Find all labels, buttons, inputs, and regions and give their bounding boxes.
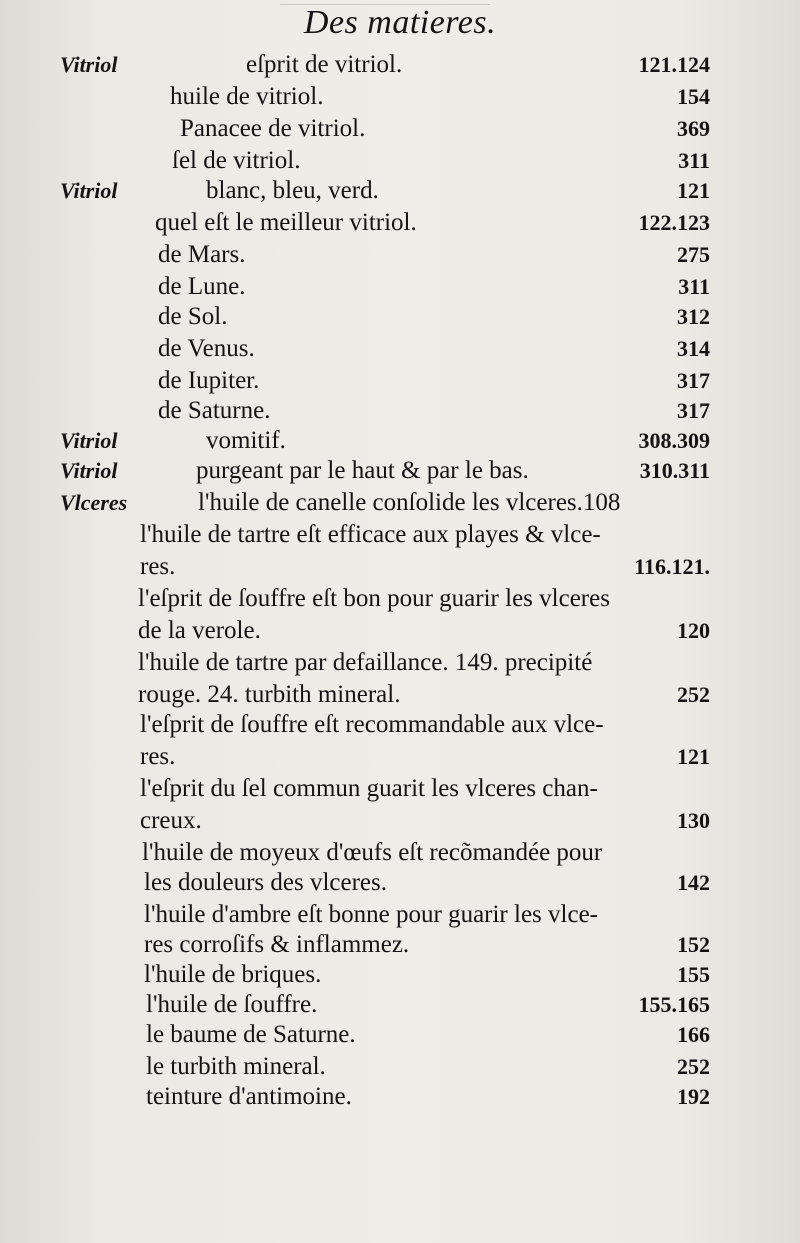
- index-entry: [0, 174, 800, 208]
- entry-text: le baume de Saturne.: [146, 1021, 356, 1048]
- entry-text: l'huile d'ambre eſt bonne pour guarir les vlce-: [144, 901, 598, 928]
- entry-page-number: 252: [677, 1054, 710, 1079]
- index-entry: [0, 48, 800, 82]
- entry-keyword: Vlceres: [60, 490, 128, 515]
- index-entry: [0, 928, 800, 962]
- entry-text: rouge. 24. turbith mineral.: [138, 681, 401, 708]
- entry-text: vomitif.: [206, 427, 286, 454]
- entry-page-number: 317: [677, 368, 710, 393]
- entry-text: l'huile de tartre par defaillance. 149. precipité: [138, 649, 593, 676]
- entry-page-number: 311: [678, 148, 710, 173]
- index-entry: [0, 550, 800, 584]
- entry-page-number: 166: [677, 1022, 710, 1047]
- entry-text: res.: [140, 743, 176, 770]
- entry-page-number: 252: [677, 682, 710, 707]
- entry-text: quel eſt le meilleur vitriol.: [155, 209, 417, 236]
- entry-text: de la verole.: [138, 617, 261, 644]
- index-entry: [0, 270, 800, 304]
- entry-text: l'huile de ſouffre.: [146, 991, 318, 1018]
- index-entry: [0, 804, 800, 838]
- entry-text: de Sol.: [158, 303, 228, 330]
- entry-text: l'eſprit du ſel commun guarit les vlceres chan-: [140, 775, 598, 802]
- index-entry: [0, 740, 800, 774]
- entry-text: les douleurs des vlceres.: [144, 869, 387, 896]
- index-entry: [0, 394, 800, 428]
- entry-text: blanc, bleu, verd.: [206, 177, 379, 204]
- entry-page-number: 275: [677, 242, 710, 267]
- entry-text: de Mars.: [158, 241, 246, 268]
- index-entry: [0, 486, 800, 520]
- entry-keyword: Vitriol: [60, 178, 118, 203]
- entry-text: eſprit de vitriol.: [246, 51, 403, 78]
- index-entry: [0, 958, 800, 992]
- index-entry: [0, 144, 800, 178]
- page-header: Des matieres.: [303, 4, 497, 41]
- entry-page-number: 120: [677, 618, 710, 643]
- entry-page-number: 310.311: [639, 458, 710, 483]
- entry-text: l'huile de tartre eſt efficace aux playes & vlce-: [140, 521, 601, 548]
- entry-keyword: Vitriol: [60, 428, 118, 453]
- entry-page-number: 152: [677, 932, 710, 957]
- entry-text: de Saturne.: [158, 397, 271, 424]
- entry-text: de Lune.: [158, 273, 246, 300]
- entry-text: teinture d'antimoine.: [146, 1083, 352, 1110]
- entry-text: res corroſifs & inflammez.: [144, 931, 410, 958]
- index-entry: [0, 112, 800, 146]
- entry-page-number: 121.124: [638, 52, 710, 77]
- index-entry: [0, 238, 800, 272]
- entry-page-number: 311: [678, 274, 710, 299]
- index-entry: [0, 708, 800, 742]
- index-entry: [0, 206, 800, 240]
- entry-text: de Iupiter.: [158, 367, 260, 394]
- index-entry: [0, 836, 800, 870]
- index-entry: [0, 300, 800, 334]
- entry-page-number: 192: [677, 1084, 710, 1109]
- index-entry: [0, 678, 800, 712]
- index-entry: [0, 772, 800, 806]
- index-entry: [0, 80, 800, 114]
- entry-text: le turbith mineral.: [146, 1053, 326, 1080]
- entry-page-number: 130: [677, 808, 710, 833]
- index-entry: [0, 866, 800, 900]
- index-entry: [0, 988, 800, 1022]
- index-entry: [0, 898, 800, 932]
- entry-page-number: 312: [677, 304, 710, 329]
- entry-page-number: 122.123: [638, 210, 710, 235]
- entry-page-number: 308.309: [638, 428, 710, 453]
- index-entry: [0, 1080, 800, 1114]
- entry-page-number: 142: [677, 870, 710, 895]
- index-entry: [0, 454, 800, 488]
- entry-text: l'huile de moyeux d'œufs eſt recõmandée pour: [142, 839, 603, 866]
- index-entry: [0, 518, 800, 552]
- entry-text: l'eſprit de ſouffre eſt bon pour guarir les vlceres: [138, 585, 610, 612]
- entry-text: de Venus.: [158, 335, 255, 362]
- entry-page-number: 155.165: [638, 992, 710, 1017]
- entry-text: res.: [140, 553, 176, 580]
- entry-page-number: 154: [677, 84, 710, 109]
- entry-keyword: Vitriol: [60, 458, 118, 483]
- entry-page-number: 116.121.: [634, 554, 710, 579]
- entry-page-number: 121: [677, 178, 710, 203]
- entry-keyword: Vitriol: [60, 52, 118, 77]
- index-entry: [0, 1050, 800, 1084]
- index-entry: [0, 582, 800, 616]
- entry-page-number: 121: [677, 744, 710, 769]
- index-entry: [0, 614, 800, 648]
- index-entry: [0, 424, 800, 458]
- entry-page-number: 314: [677, 336, 710, 361]
- entry-text: l'huile de canelle conſolide les vlceres.108: [198, 489, 621, 516]
- entry-text: l'huile de briques.: [144, 961, 322, 988]
- entry-text: l'eſprit de ſouffre eſt recommandable aux vlce-: [140, 711, 604, 738]
- entry-page-number: 317: [677, 398, 710, 423]
- index-entry: [0, 646, 800, 680]
- entry-text: creux.: [140, 807, 202, 834]
- entry-text: purgeant par le haut & par le bas.: [196, 457, 529, 484]
- entry-text: Panacee de vitriol.: [180, 115, 366, 142]
- entry-text: huile de vitriol.: [170, 83, 324, 110]
- index-entry: [0, 364, 800, 398]
- entry-page-number: 369: [677, 116, 710, 141]
- entry-page-number: 155: [677, 962, 710, 987]
- entry-text: ſel de vitriol.: [172, 147, 301, 174]
- index-entry: [0, 1018, 800, 1052]
- index-entry: [0, 332, 800, 366]
